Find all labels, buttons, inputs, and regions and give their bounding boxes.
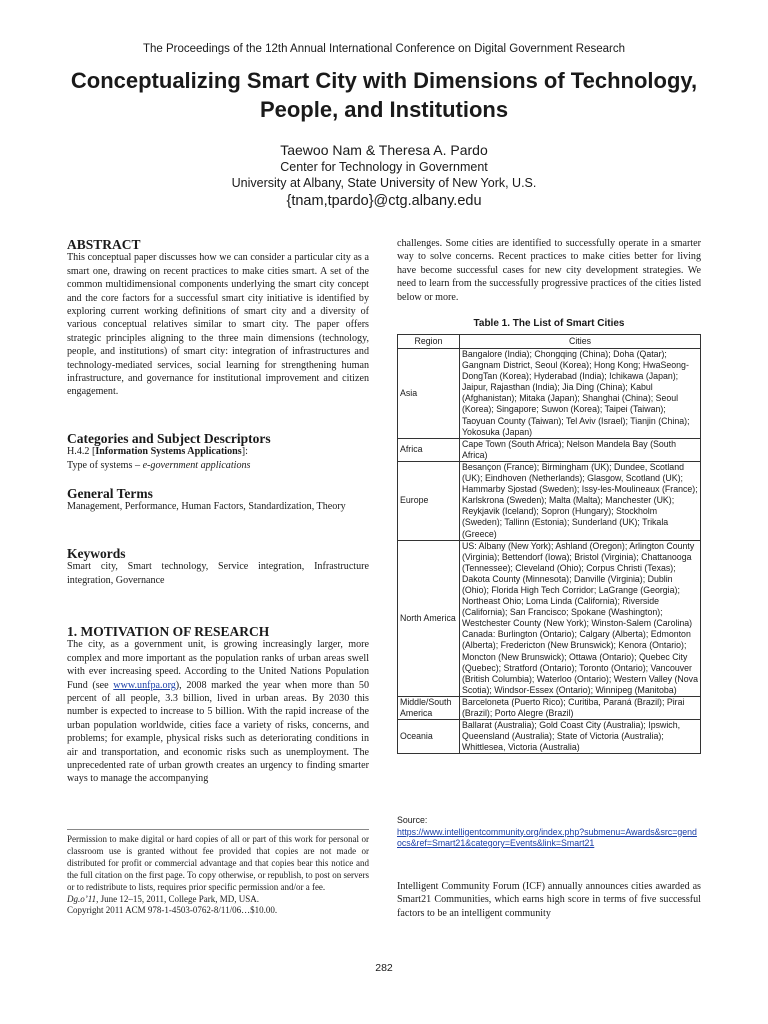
table-row [398,696,701,719]
smart-cities-table [397,334,701,754]
categories-heading: Categories and Subject Descriptors [67,431,271,446]
region-cell: Europe [398,461,460,540]
paper-title: Conceptualizing Smart City with Dimensions of Technology, People, and Institutions [70,68,698,122]
region-cell: Asia [398,349,460,439]
authors: Taewoo Nam & Theresa A. Pardo [280,142,488,158]
region-cell: Oceania [398,720,460,754]
region-cell: Africa [398,438,460,461]
abstract-text: This conceptual paper discusses how we can consider a particular city as a smart one, drawing on recent practices to make cities smart. A set of the common multidimensional components underlying the smart city concept and the core factors for a successful smart city initiative is identified by exploring current working definitions of smart city and a diversity of various conceptual relatives similar to smart city. The paper offers strategic principles aligning to the three main dimensions (technology, people, and institutions) of smart city: integration of infrastructures and technology-mediated services, social learning for strengthening human infrastructure, and governance for institutional improvement and citizen engagement. [67,252,369,398]
keywords-heading: Keywords [67,546,126,561]
permission-text: Permission to make digital or hard copies of all or part of this work for personal or classroom use is granted without fee provided that copies are not made or distributed for profit or commercial advantage and that copies bear this notice and the full citation on the first page. To copy otherwise, or republish, to post on servers or to redistribute to lists, requires prior specific permission and/or a fee. [67,834,369,892]
general-terms-text: Management, Performance, Human Factors, Standardization, Theory [67,501,346,513]
keywords-text: Smart city, Smart technology, Service integration, Infrastructure integration, Governance [67,561,369,586]
affiliation-university: University at Albany, State University of New York, U.S. [231,176,537,190]
source-label: Source: [397,815,428,825]
affiliation-center: Center for Technology in Government [280,160,488,174]
general-terms-heading: General Terms [67,486,153,501]
motivation-heading: 1. MOTIVATION OF RESEARCH [67,624,270,639]
table-row [398,540,701,696]
right-intro-text: challenges. Some cities are identified to successfully operate in a smarter way to solve concerns. Recent practices to make cities better for living have become successful cases for new city development strategies. We need to learn from the successfully progressive practices of the cities listed below or more. [397,238,701,303]
categories-code: H.4.2 [Information Systems Applications]: [67,446,248,458]
cities-cell: US: Albany (New York); Ashland (Oregon); Arlington County (Virginia); Bettendorf (Iowa); Bristol (Virginia); Chattanooga (Tennessee); Cleveland (Ohio); Corpus Christi (Texas); Dakota County (Minnesota); Danville (Virginia); Dublin (Ohio); Florida High Tech Corridor; LaGrange (Georgia); Northeast Ohio; Loma Linda (California); Riverside (California); San Francisco; Spokane (Washington); Westchester County (New York); Winston-Salem (Carolina) Canada: Burlington (Ontario); Calgary (Alberta); Edmonton (Alberta); Fredericton (New Brunswick); Kenora (Ontario); Moncton (New Brunswick); Ottawa (Ontario); Quebec City (Quebec); Stratford (Ontario); Toronto (Ontario); Vancouver (British Columbia); Waterloo (Ontario); Western Valley (Nova Scotia); Windsor-Essex (Ontario); Winnipeg (Manitoba) [460,540,701,696]
table-row [398,349,701,439]
unfpa-link[interactable]: www.unfpa.org [113,679,176,691]
column-header-region: Region [398,335,460,349]
table-row [398,438,701,461]
region-cell: North America [398,540,460,696]
general-terms-section [67,487,369,514]
categories-section [67,432,369,472]
column-header-cities: Cities [460,335,701,349]
table-source [397,815,701,850]
cities-cell: Barceloneta (Puerto Rico); Curitiba, Paraná (Brazil); Pirai (Brazil); Porto Alegre (Brazil) [460,696,701,719]
region-cell: Middle/South America [398,696,460,719]
icf-paragraph: Intelligent Community Forum (ICF) annually announces cities awarded as Smart21 Communities, which earns high score in terms of five successful factors to be an intelligent community [397,881,701,919]
table-caption: Table 1. The List of Smart Cities [473,318,625,329]
table-header-row [398,335,701,349]
conference-info: Dg.o’11, June 12–15, 2011, College Park, MD, USA. [67,893,260,904]
motivation-text: The city, as a government unit, is growing increasingly larger, more complex and more important as the population ranks of urban areas swell with ever increasing speed. According to the United Nations Population Fund (see www.unfpa.org), 2008 marked the year when more than 50 percent of all people, 3.3 billion, lived in urban areas. By 2030 this number is expected to increase to 5 billion. With the rapid increase of the urban population worldwide, cities face a variety of risks, concerns, and problems; for example, physical risks such as deteriorating conditions in air and transportation, and economic risks such as unemployment. The unprecedented rate of urban growth creates an urgency to finding smarter ways to manage the accompanying [67,639,369,785]
author-email: {tnam,tpardo}@ctg.albany.edu [286,193,482,209]
cities-cell: Besançon (France); Birmingham (UK); Dundee, Scotland (UK); Eindhoven (Netherlands); Glasgow, Scotland (UK); Hammarby Sjostad (Sweden); Issy-les-Moulineaux (France); Karlskrona (Sweden); Malta (Malta); Manchester (UK); Reykjavik (Iceland); Sopron (Hungary); Stockholm (Sweden); Tallinn (Estonia); Sunderland (UK); Trikala (Greece) [460,461,701,540]
categories-type: Type of systems – e-government applications [67,459,251,471]
cities-cell: Cape Town (South Africa); Nelson Mandela Bay (South Africa) [460,438,701,461]
proceedings-line: The Proceedings of the 12th Annual International Conference on Digital Government Research [142,43,626,55]
page-number: 282 [375,962,393,974]
table-row [398,461,701,540]
abstract-heading: ABSTRACT [67,237,141,252]
abstract-section [67,238,369,399]
motivation-section [67,625,369,786]
source-link[interactable]: https://www.intelligentcommunity.org/index.php?submenu=Awards&src=gendocs&ref=Smart21&category=Events&link=Smart21 [397,826,697,848]
permission-notice [67,829,369,917]
copyright-line: Copyright 2011 ACM 978-1-4503-0762-8/11/06…$10.00. [67,905,278,916]
cities-cell: Bangalore (India); Chongqing (China); Doha (Qatar); Gangnam District, Seoul (Korea); Hong Kong; HwaSeong-DongTan (Korea); Hyderabad (India); Ichikawa (Japan); Jaipur, Rajasthan (India); Jia Ding (China); Kabul (Afghanistan); Mitaka (Japan); Shanghai (China); Seoul (Korea); Singapore; Suwon (Korea); Taipei (Taiwan); Taoyuan County (Taiwan); Tel Aviv (Israel); Tianjin (China); Yokosuka (Japan) [460,349,701,439]
cities-cell: Ballarat (Australia); Gold Coast City (Australia); Ipswich, Queensland (Australia); State of Victoria (Australia); Whittlesea, Victoria (Australia) [460,720,701,754]
table-row [398,720,701,754]
keywords-section [67,547,369,587]
